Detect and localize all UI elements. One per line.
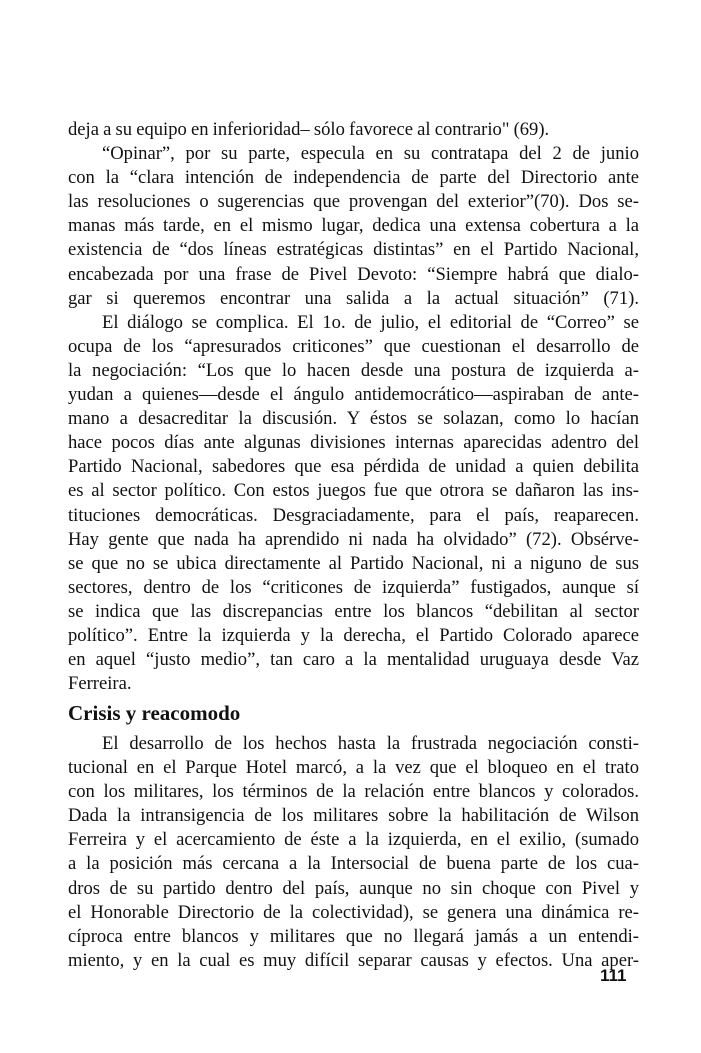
text-line: yudan a quienes—desde el ángulo antidemocrático—aspiraban de ante- [68, 384, 639, 406]
text-line: ocupa de los “apresurados criticones” que cuestionan el desarrollo de [68, 335, 639, 357]
text-line: el Honorable Directorio de la colectividad), se genera una dinámica re- [68, 901, 639, 923]
text-line: manas más tarde, en el mismo lugar, dedica una extensa cobertura a la [68, 215, 639, 237]
text-line: tucional en el Parque Hotel marcó, a la vez que el bloqueo en el trato [68, 757, 639, 779]
text-line: cíproca entre blancos y militares que no llegará jamás a un entendi- [68, 925, 639, 947]
text-line: mano a desacreditar la discusión. Y éstos se solazan, como lo hacían [68, 408, 639, 430]
text-line: sectores, dentro de los “criticones de izquierda” fustigados, aunque sí [68, 576, 639, 598]
text-line: Dada la intransigencia de los militares sobre la habilitación de Wilson [68, 805, 639, 827]
text-line: se indica que las discrepancias entre los blancos “debilitan al sector [68, 600, 639, 622]
body-text-top [68, 118, 639, 696]
text-line: existencia de “dos líneas estratégicas distintas” en el Partido Nacional, [68, 239, 639, 261]
text-line: con los militares, los términos de la relación entre blancos y colorados. [68, 781, 639, 803]
text-line: miento, y en la cual es muy difícil separar causas y efectos. Una aper- [68, 949, 639, 971]
text-line: Partido Nacional, sabedores que esa pérdida de unidad a quien debilita [68, 456, 639, 478]
text-line: a la posición más cercana a la Intersocial de buena parte de los cua- [68, 853, 639, 875]
text-line: la negociación: “Los que lo hacen desde una postura de izquierda a- [68, 359, 639, 381]
text-line: en aquel “justo medio”, tan caro a la mentalidad uruguaya desde Vaz [68, 649, 639, 671]
text-line: las resoluciones o sugerencias que provengan del exterior”(70). Dos se- [68, 191, 639, 213]
text-line: con la “clara intención de independencia de parte del Directorio ante [68, 167, 639, 189]
text-line: Ferreira. [68, 673, 132, 695]
text-line: es al sector político. Con estos juegos fue que otrora se dañaron las ins- [68, 480, 639, 502]
text-line: tituciones democráticas. Desgraciadamente, para el país, reaparecen. [68, 504, 639, 526]
text-line: “Opinar”, por su parte, especula en su contratapa del 2 de junio [102, 143, 639, 165]
text-line: Hay gente que nada ha aprendido ni nada ha olvidado” (72). Obsérve- [68, 528, 639, 550]
text-line: dros de su partido dentro del país, aunque no sin choque con Pivel y [68, 877, 639, 899]
text-line: deja a su equipo en inferioridad– sólo favorece al contrario" (69). [68, 119, 550, 140]
page-number: 111 [600, 966, 627, 985]
text-line: se que no se ubica directamente al Partido Nacional, ni a niguno de sus [68, 552, 639, 574]
section-heading: Crisis y reacomodo [68, 701, 241, 726]
text-line: hace pocos días ante algunas divisiones internas aparecidas adentro del [68, 432, 639, 454]
text-line: encabezada por una frase de Pivel Devoto: “Siempre habrá que dialo- [68, 263, 639, 285]
text-line: político”. Entre la izquierda y la derecha, el Partido Colorado aparece [68, 624, 639, 646]
text-line: El diálogo se complica. El 1o. de julio, el editorial de “Correo” se [102, 311, 639, 333]
text-line: El desarrollo de los hechos hasta la frustrada negociación consti- [102, 733, 639, 754]
text-line: gar si queremos encontrar una salida a la actual situación” (71). [68, 287, 639, 309]
text-line: Ferreira y el acercamiento de éste a la izquierda, en el exilio, (sumado [68, 829, 639, 851]
body-text-bottom [68, 732, 639, 973]
